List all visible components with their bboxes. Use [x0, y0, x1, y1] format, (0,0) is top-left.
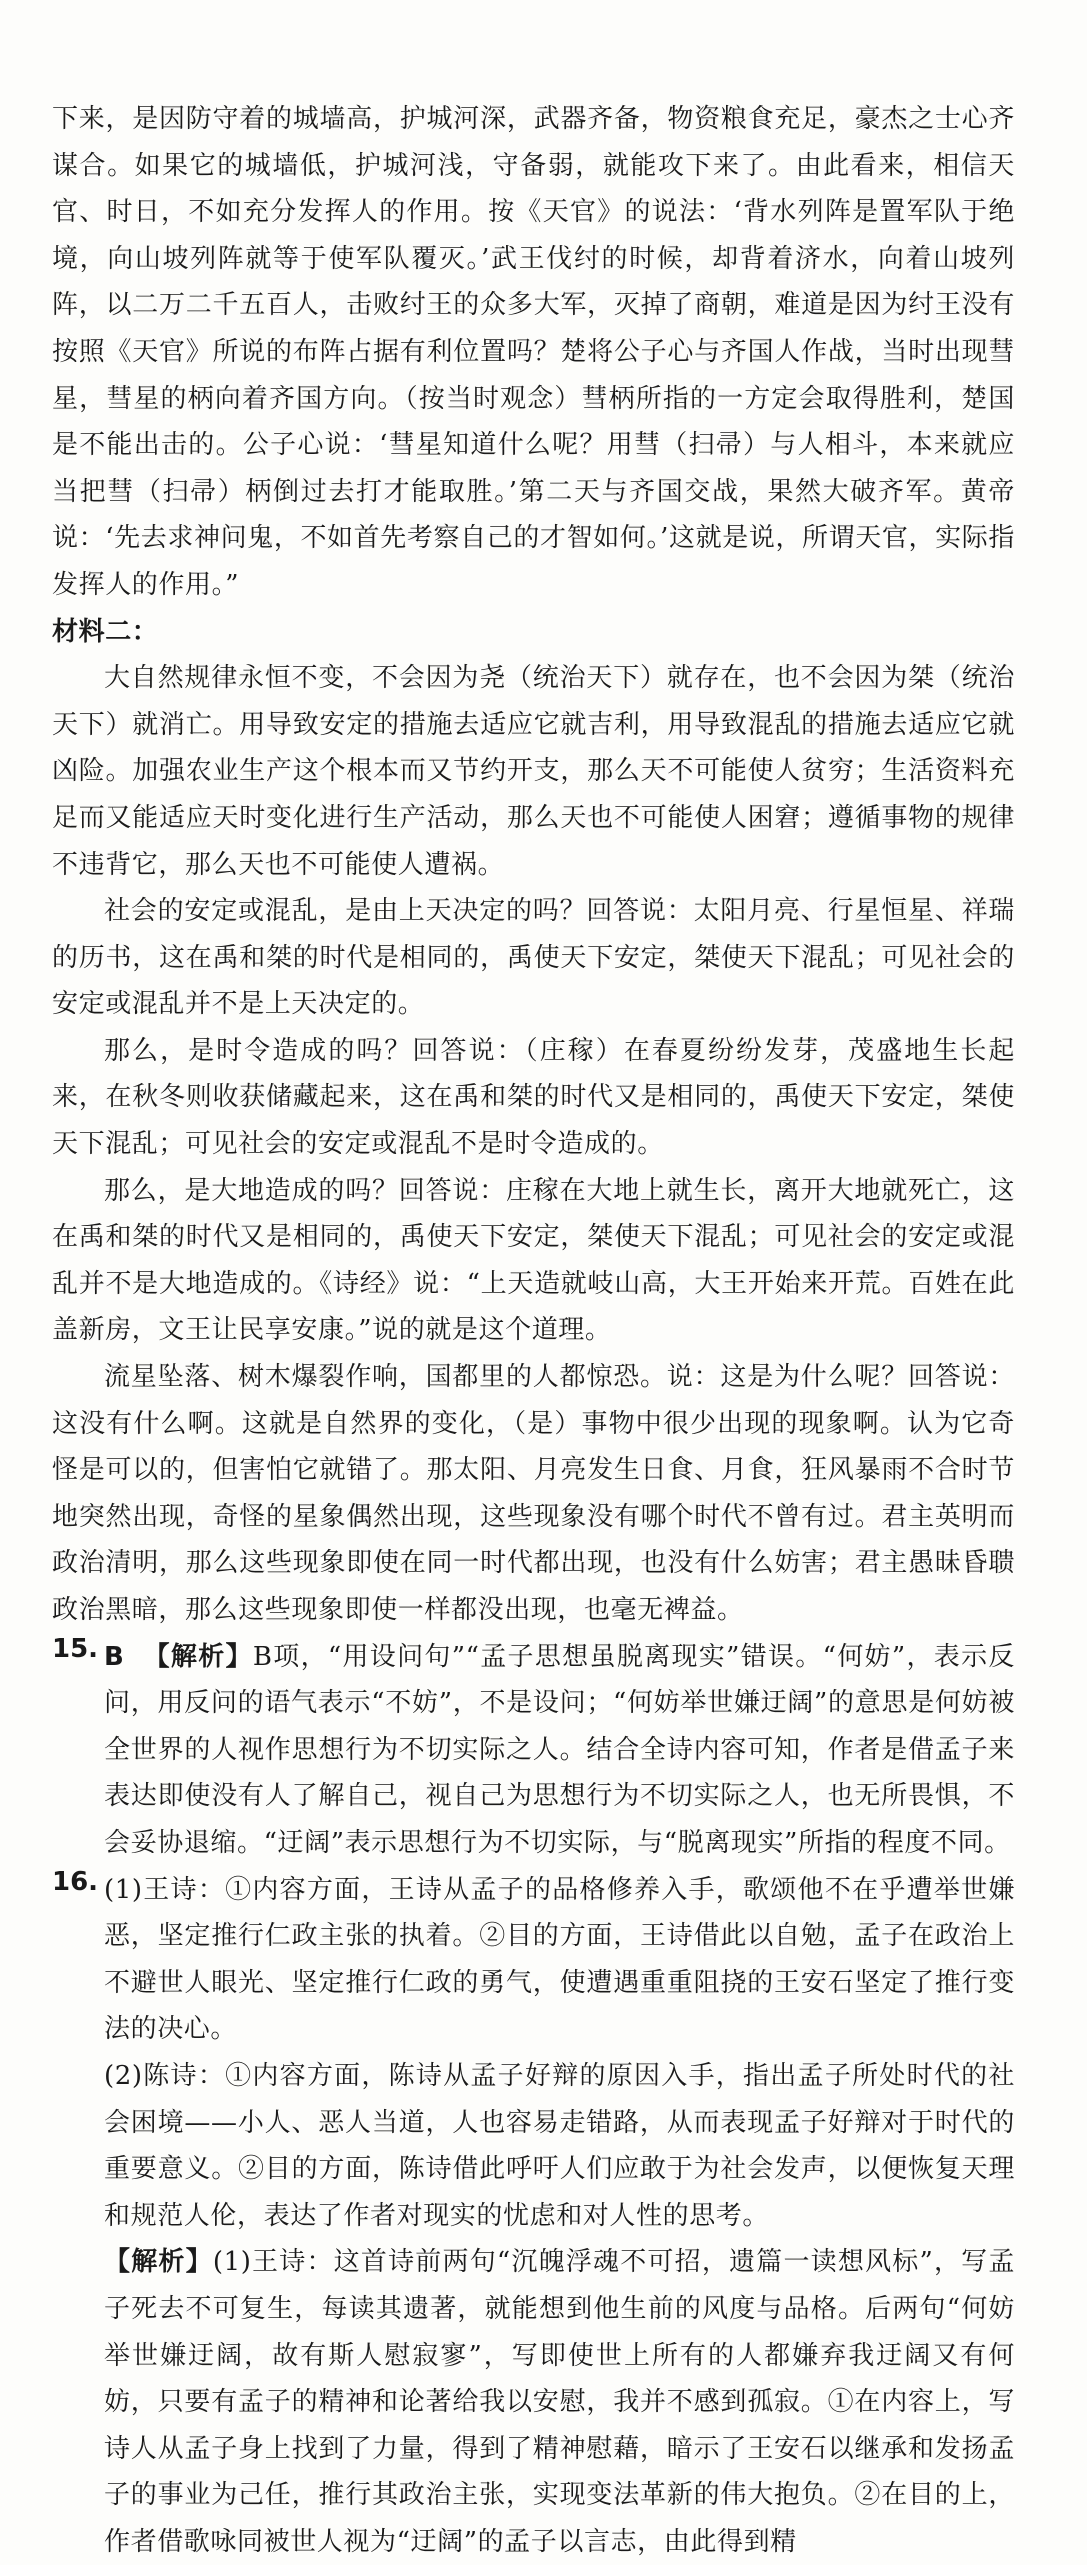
- question-16-analysis-text: (1)王诗：这首诗前两句“沉魄浮魂不可招，遗篇一读想风标”，写孟子死去不可复生，每读其遗著，就能想到他生前的风度与品格。后两句“何妨举世嫌迂阔，故有斯人慰寂寥”，写即使世上所有的人都嫌弃我迂阔又有何妨，只要有孟子的精神和论著给我以安慰，我并不感到孤寂。①在内容上，写诗人从孟子身上找到了力量，得到了精神慰藉，暗示了王安石以继承和发扬孟子的事业为己任，推行其政治主张，实现变法革新的伟大抱负。②在目的上，作者借歌咏同被世人视为“迂阔”的孟子以言志，由此得到精: [104, 2247, 1015, 2557]
- material2-paragraph: 流星坠落、树木爆裂作响，国都里的人都惊恐。说：这是为什么呢？回答说：这没有什么啊。这就是自然界的变化，（是）事物中很少出现的现象啊。认为它奇怪是可以的，但害怕它就错了。那太阳、月亮发生日食、月食，狂风暴雨不合时节地突然出现，奇怪的星象偶然出现，这些现象没有哪个时代不曾有过。君主英明而政治清明，那么这些现象即使在同一时代都出现，也没有什么妨害；君主愚昧昏聩政治黑暗，那么这些现象即使一样都没出现，也毫无裨益。: [52, 1362, 1015, 1625]
- question-15: [52, 1634, 1015, 1867]
- answer-letter: B: [104, 1641, 125, 1672]
- material2-paragraph: 那么，是时令造成的吗？回答说：（庄稼）在春夏纷纷发芽，茂盛地生长起来，在秋冬则收获储藏起来，这在禹和桀的时代又是相同的，禹使天下安定，桀使天下混乱；可见社会的安定或混乱不是时令造成的。: [52, 1035, 1015, 1160]
- material2-heading: 材料二：: [52, 616, 159, 647]
- material1-tail-paragraph: 下来，是因防守着的城墙高，护城河深，武器齐备，物资粮食充足，豪杰之士心齐谋合。如果它的城墙低，护城河浅，守备弱，就能攻下来了。由此看来，相信天官、时日，不如充分发挥人的作用。按《天官》的说法：‘背水列阵是置军队于绝境，向山坡列阵就等于使军队覆灭。’武王伐纣的时候，却背着济水，向着山坡列阵，以二万二千五百人，击败纣王的众多大军，灭掉了商朝，难道是因为纣王没有按照《天官》所说的布阵占据有利位置吗？楚将公子心与齐国人作战，当时出现彗星，彗星的柄向着齐国方向。（按当时观念）彗柄所指的一方定会取得胜利，楚国是不能出击的。公子心说：‘彗星知道什么呢？用彗（扫帚）与人相斗，本来就应当把彗（扫帚）柄倒过去打才能取胜。’第二天与齐国交战，果然大破齐军。黄帝说：‘先去求神问鬼，不如首先考察自己的才智如何。’这就是说，所谓天官，实际指发挥人的作用。”: [52, 104, 1015, 600]
- question-15-answer: [104, 1634, 1015, 1867]
- question-16: [52, 1867, 1015, 2565]
- material2-paragraph: 社会的安定或混乱，是由上天决定的吗？回答说：太阳月亮、行星恒星、祥瑞的历书，这在禹和桀的时代是相同的，禹使天下安定，桀使天下混乱；可见社会的安定或混乱并不是上天决定的。: [52, 896, 1015, 1020]
- material2-paragraph: 那么，是大地造成的吗？回答说：庄稼在大地上就生长，离开大地就死亡，这在禹和桀的时代又是相同的，禹使天下安定，桀使天下混乱；可见社会的安定或混乱并不是大地造成的。《诗经》说：“上天造就岐山高，大王开始来开荒。百姓在此盖新房，文王让民享安康。”说的就是这个道理。: [52, 1175, 1015, 1346]
- question-16-part1: (1)王诗：①内容方面，王诗从孟子的品格修养入手，歌颂他不在乎遭举世嫌恶，坚定推行仁政主张的执着。②目的方面，王诗借此以自勉，孟子在政治上不避世人眼光、坚定推行仁政的勇气，使遭遇重重阻挠的王安石坚定了推行变法的决心。: [104, 1874, 1015, 2045]
- material2-paragraph: 大自然规律永恒不变，不会因为尧（统治天下）就存在，也不会因为桀（统治天下）就消亡。用导致安定的措施去适应它就吉利，用导致混乱的措施去适应它就凶险。加强农业生产这个根本而又节约开支，那么天不可能使人贫穷；生活资料充足而又能适应天时变化进行生产活动，那么天也不可能使人困窘；遵循事物的规律不违背它，那么天也不可能使人遭祸。: [52, 663, 1015, 880]
- question-16-part2: (2)陈诗：①内容方面，陈诗从孟子好辩的原因入手，指出孟子所处时代的社会困境——小人、恶人当道，人也容易走错路，从而表现孟子好辩对于时代的重要意义。②目的方面，陈诗借此呼吁人们应敢于为社会发声，以便恢复天理和规范人伦，表达了作者对现实的忧虑和对人性的思考。: [104, 2060, 1015, 2231]
- question-16-analysis: [104, 2239, 1015, 2565]
- analysis-tag: 【解析】: [143, 1641, 253, 1672]
- question-number: 15.: [52, 1633, 99, 1664]
- analysis-tag: 【解析】: [104, 2247, 213, 2278]
- question-number: 16.: [52, 1866, 99, 1897]
- question-15-analysis: B项，“用设问句”“孟子思想虽脱离现实”错误。“何妨”，表示反问，用反问的语气表示“不妨”，不是设问；“何妨举世嫌迂阔”的意思是何妨被全世界的人视作思想行为不切实际之人。结合全诗内容可知，作者是借孟子来表达即使没有人了解自己，视自己为思想行为不切实际之人，也无所畏惧，不会妥协退缩。“迂阔”表示思想行为不切实际，与“脱离现实”所指的程度不同。: [104, 1641, 1015, 1858]
